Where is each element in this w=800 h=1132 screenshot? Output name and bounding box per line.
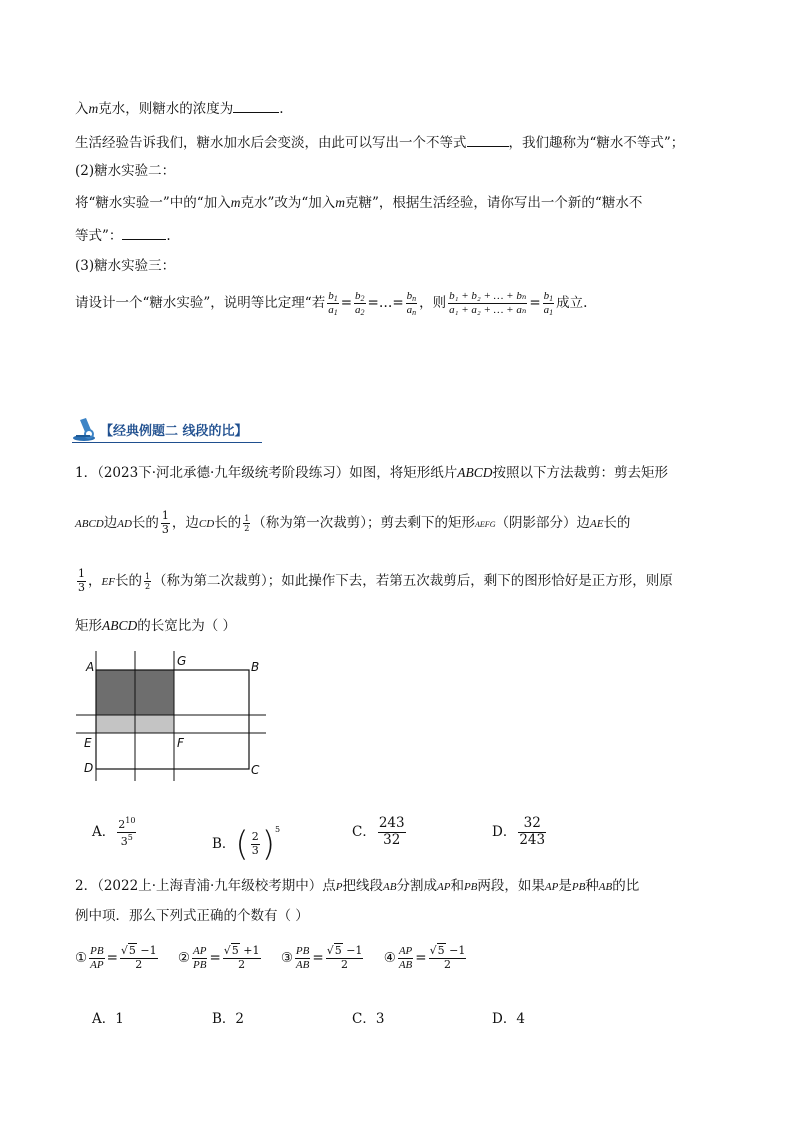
q2-option-d[interactable]: D．4: [492, 1011, 525, 1027]
q1-line-4: 矩形ABCD的长宽比为（ ）: [75, 618, 237, 634]
rectangle-figure: [76, 651, 276, 781]
q1-option-b[interactable]: B．( $\frac{2}{3}$ )$^5$: [212, 824, 281, 865]
fraction-b1-a1-result: $\frac{b_1}{a_1}$: [543, 289, 554, 317]
section-title: 【经典例题二 线段的比】: [100, 424, 248, 439]
experiment-2-title: (2)糖水实验二：: [75, 163, 176, 179]
q2-line-2: 例中项．那么下列式正确的个数有（ ）: [75, 908, 309, 924]
sugar-line-1: 入m克水，则糖水的浓度为 .: [75, 101, 284, 117]
q1-option-d[interactable]: D． $\frac{32}{243}$: [492, 815, 546, 848]
statement-4: ④ $\frac{AP}{AB}$ = $\frac{√5 -1}{2}$: [383, 944, 466, 971]
q2-statements: [75, 938, 468, 978]
q2-option-b[interactable]: B．2: [212, 1011, 245, 1027]
statement-2: ② $\frac{AP}{PB}$ = $\frac{√5 +1}{2}$: [177, 944, 260, 971]
fraction-one-third: $\frac{1}{3}$: [78, 567, 85, 594]
label-F: F: [177, 736, 184, 750]
fraction-bn-an: $\frac{b_n}{a_n}$: [406, 289, 417, 317]
answer-blank[interactable]: [467, 134, 509, 147]
microscope-icon: [72, 416, 98, 442]
answer-blank[interactable]: [233, 100, 279, 113]
fraction-b2-a2: $\frac{b_2}{a_2}$: [355, 289, 365, 317]
q1-option-a[interactable]: A． $\frac{2^{10}}{3^5}$: [92, 816, 136, 848]
fraction-one-half: $\frac{1}{2}$: [144, 571, 151, 591]
fraction-b1-a1: $\frac{b_1}{a_1}$: [328, 289, 338, 317]
q1-line-2: ABCD边AD长的 $\frac{1}{3}$ ，边CD长的 $\frac{1}{2}$ （称为第一次裁剪）；剪去剩下的矩形AEFG（阴影部分）边AE长的: [75, 509, 631, 536]
answer-blank[interactable]: [122, 227, 166, 240]
q2-option-a[interactable]: A．1: [92, 1011, 124, 1027]
q1-option-c[interactable]: C． $\frac{243}{32}$: [352, 815, 405, 848]
fraction-sum: $\frac{\text{b₁ + b₂ + … + bₙ}}{\text{a₁ + a₂ + … + aₙ}}$: [449, 290, 527, 316]
experiment-2-text-line2: 等式”： .: [75, 228, 171, 244]
label-B: B: [251, 660, 260, 674]
fraction-one-half: $\frac{1}{2}$: [244, 513, 250, 533]
label-E: E: [84, 736, 92, 750]
label-D: D: [84, 761, 94, 775]
label-A: A: [86, 660, 95, 674]
label-C: C: [251, 763, 260, 777]
sugar-line-2: 生活经验告诉我们，糖水加水后会变淡，由此可以写出一个不等式 ，我们趣称为“糖水不等式”；: [75, 135, 685, 151]
statement-3: ③ $\frac{PB}{AB}$ = $\frac{√5 -1}{2}$: [280, 944, 363, 971]
fraction-one-third: $\frac{1}{3}$: [161, 509, 169, 536]
statement-1: ① $\frac{PB}{AP}$ = $\frac{√5 -1}{2}$: [75, 944, 157, 971]
label-G: G: [177, 654, 187, 668]
q1-line-1: 1．（2023下·河北承德·九年级统考阶段练习）如图，将矩形纸片ABCD按照以下方法裁剪：剪去矩形: [75, 465, 669, 481]
q1-line-3: $\frac{1}{3}$ ，EF长的 $\frac{1}{2}$ （称为第二次裁剪）；如此操作下去，若第五次裁剪后，剩下的图形恰好是正方形，则原: [78, 567, 673, 594]
experiment-3-text: 请设计一个“糖水实验”，说明等比定理“若 $\frac{b_1}{a_1}$ = $\frac{b_2}{a_2}$ =…= $\frac{b_n}{a_n}$ ，则 $\frac{\text{b₁ + b₂ + … + bₙ}}{\text{a₁ + a₂ + … + aₙ}}$ = $\frac{b_1}{a_1}$ 成立.: [75, 289, 588, 317]
experiment-2-text-line1: 将“糖水实验一”中的“加入m克水”改为“加入m克糖”，根据生活经验，请你写出一个新的“糖水不: [75, 195, 643, 211]
experiment-3-title: (3)糖水实验三：: [75, 258, 176, 274]
q2-option-c[interactable]: C．3: [352, 1011, 385, 1027]
section-underline: [72, 442, 262, 443]
q2-line-1: 2．（2022上·上海青浦·九年级校考期中）点P把线段AB分割成AP和PB两段，如果AP是PB种AB的比: [75, 878, 640, 894]
